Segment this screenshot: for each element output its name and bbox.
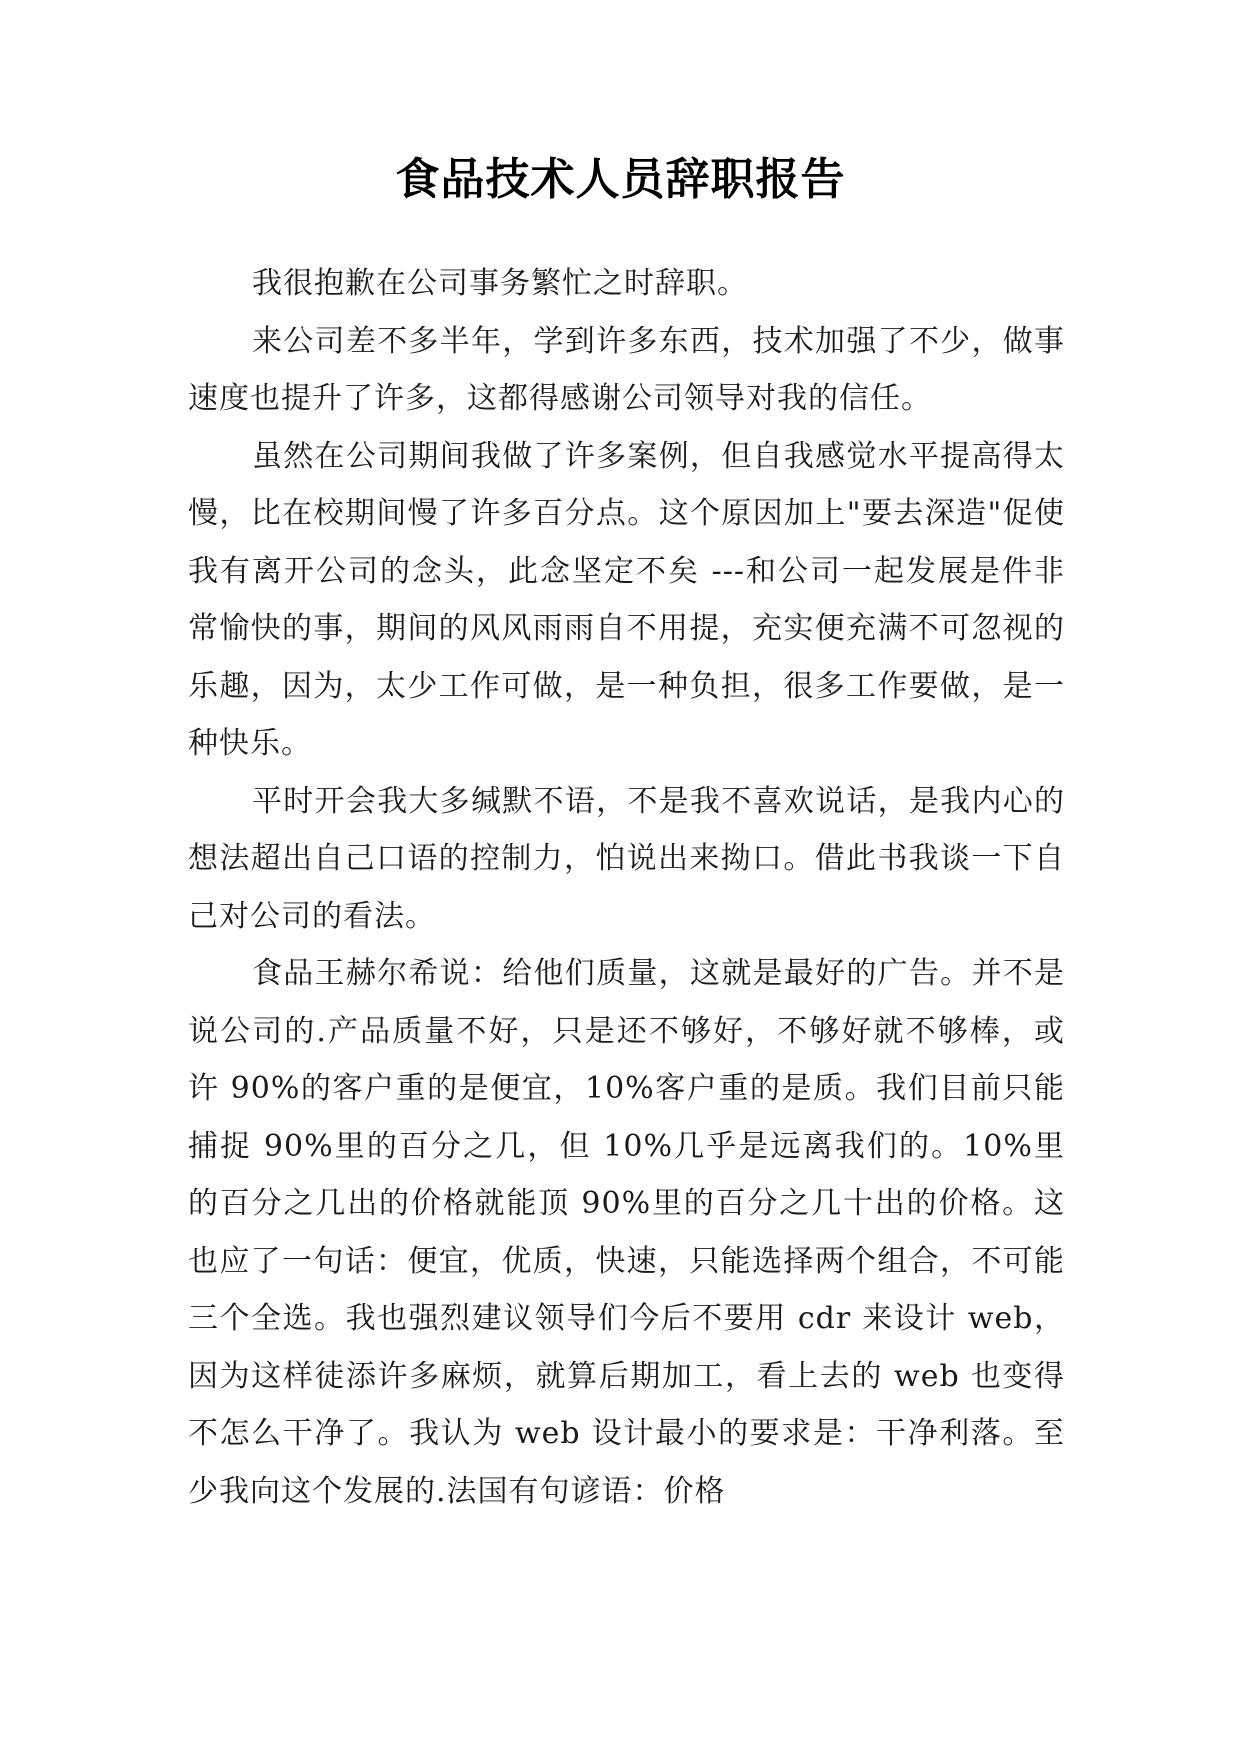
- paragraph: 平时开会我大多缄默不语，不是我不喜欢说话，是我内心的想法超出自己口语的控制力，怕说出来拗口。借此书我谈一下自己对公司的看法。: [188, 783, 1065, 934]
- paragraph: 食品王赫尔希说：给他们质量，这就是最好的广告。并不是说公司的.产品质量不好，只是还不够好，不够好就不够棒，或许 90%的客户重的是便宜，10%客户重的是质。我们目前只能捕捉 90%里的百分之几，但 10%几乎是远离我们的。10%里的百分之几出的价格就能顶 90%里的百分之几十出的价格。这也应了一句话：便宜，优质，快速，只能选择两个组合，不可能三个全选。我也强烈建议领导们今后不要用 cdr 来设计 web，因为这样徒添许多麻烦，就算后期加工，看上去的 web 也变得不怎么干净了。我认为 web 设计最小的要求是：干净利落。至少我向这个发展的.法国有句谚语：价格: [188, 956, 1065, 1509]
- document-title: 食品技术人员辞职报告: [395, 154, 846, 205]
- paragraph: 虽然在公司期间我做了许多案例，但自我感觉水平提高得太慢，比在校期间慢了许多百分点。这个原因加上"要去深造"促使我有离开公司的念头，此念坚定不矣 ---和公司一起发展是件非常愉快的事，期间的风风雨雨自不用提，充实便充满不可忽视的乐趣，因为，太少工作可做，是一种负担，很多工作要做，是一种快乐。: [188, 438, 1065, 761]
- paragraph: 我很抱歉在公司事务繁忙之时辞职。: [252, 266, 748, 301]
- document-body: [188, 255, 1065, 1520]
- paragraph: 来公司差不多半年，学到许多东西，技术加强了不少，做事速度也提升了许多，这都得感谢公司领导对我的信任。: [188, 323, 1065, 416]
